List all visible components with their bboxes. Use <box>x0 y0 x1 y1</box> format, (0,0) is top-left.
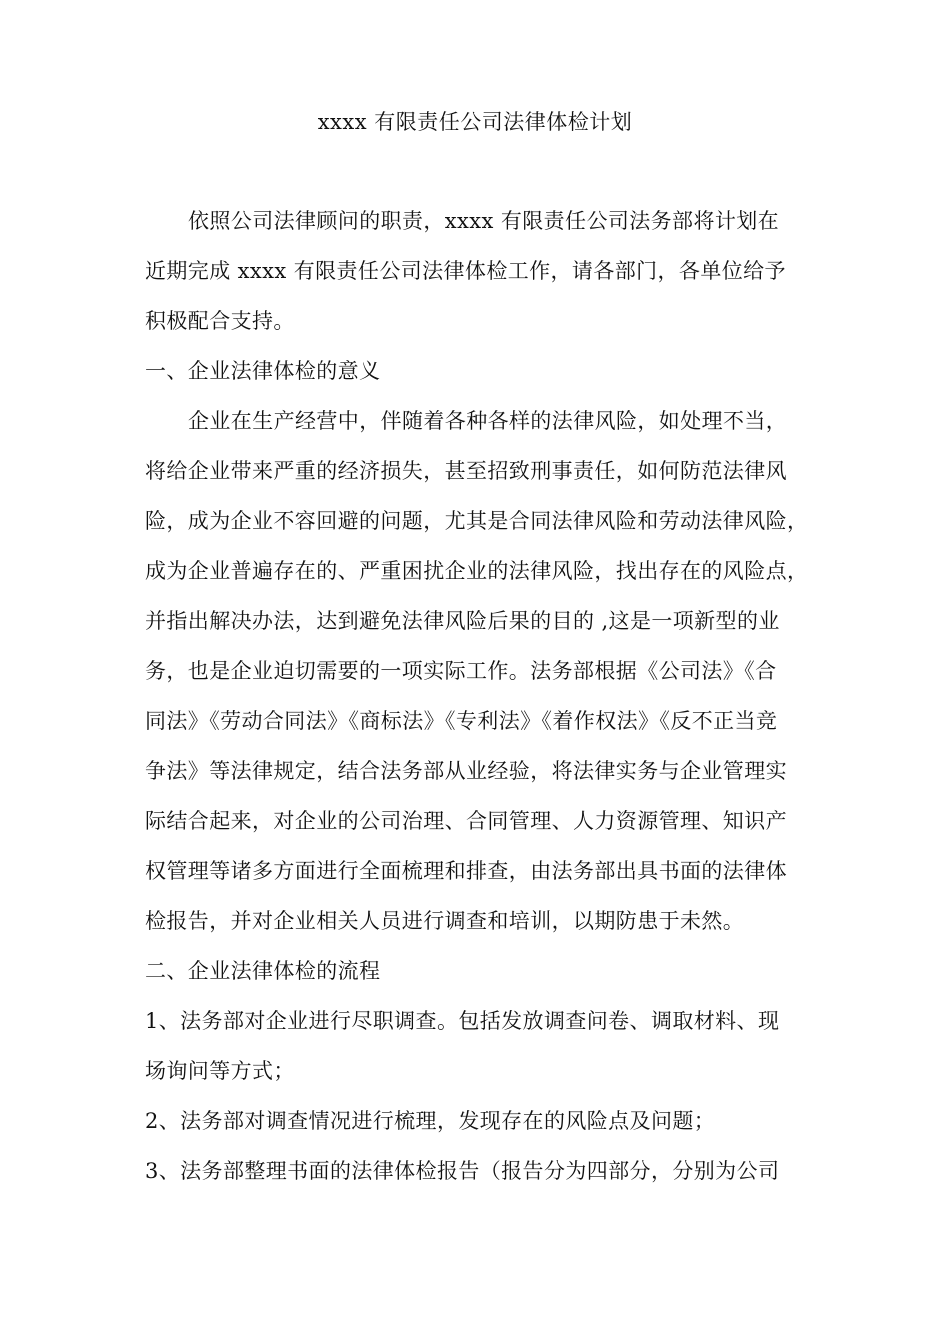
paragraph-line: 权管理等诸多方面进行全面梳理和排查，由法务部出具书面的法律体 <box>145 859 787 883</box>
paragraph-line: 务，也是企业迫切需要的一项实际工作。法务部根据《公司法》《合 <box>145 659 777 683</box>
paragraph-line: 积极配合支持。 <box>145 309 295 333</box>
document-title: xxxx 有限责任公司法律体检计划 <box>317 110 633 134</box>
paragraph-line: 检报告，并对企业相关人员进行调查和培训，以期防患于未然。 <box>145 909 745 933</box>
paragraph-line: 企业在生产经营中，伴随着各种各样的法律风险，如处理不当， <box>188 409 788 433</box>
paragraph-line: 并指出解决办法，达到避免法律风险后果的目的 ,这是一项新型的业 <box>145 609 780 633</box>
paragraph-line: 险，成为企业不容回避的问题，尤其是合同法律风险和劳动法律风险， <box>145 509 809 533</box>
list-item-line: 场询问等方式； <box>145 1059 295 1083</box>
section-heading: 一、企业法律体检的意义 <box>145 359 381 383</box>
list-item-line: 1、法务部对企业进行尽职调查。包括发放调查问卷、调取材料、现 <box>145 1009 780 1033</box>
list-item-line: 3、法务部整理书面的法律体检报告（报告分为四部分，分别为公司 <box>145 1159 780 1183</box>
paragraph-line: 依照公司法律顾问的职责，xxxx 有限责任公司法务部将计划在 <box>188 209 780 233</box>
paragraph-line: 争法》等法律规定，结合法务部从业经验，将法律实务与企业管理实 <box>145 759 787 783</box>
list-item-line: 2、法务部对调查情况进行梳理，发现存在的风险点及问题； <box>145 1109 716 1133</box>
paragraph-line: 同法》《劳动合同法》《商标法》《专利法》《着作权法》《反不正当竞 <box>145 709 778 733</box>
section-heading: 二、企业法律体检的流程 <box>145 959 381 983</box>
paragraph-line: 际结合起来，对企业的公司治理、合同管理、人力资源管理、知识产 <box>145 809 787 833</box>
paragraph-line: 将给企业带来严重的经济损失，甚至招致刑事责任，如何防范法律风 <box>145 459 787 483</box>
paragraph-line: 近期完成 xxxx 有限责任公司法律体检工作，请各部门，各单位给予 <box>145 259 786 283</box>
paragraph-line: 成为企业普遍存在的、严重困扰企业的法律风险，找出存在的风险点， <box>145 559 809 583</box>
